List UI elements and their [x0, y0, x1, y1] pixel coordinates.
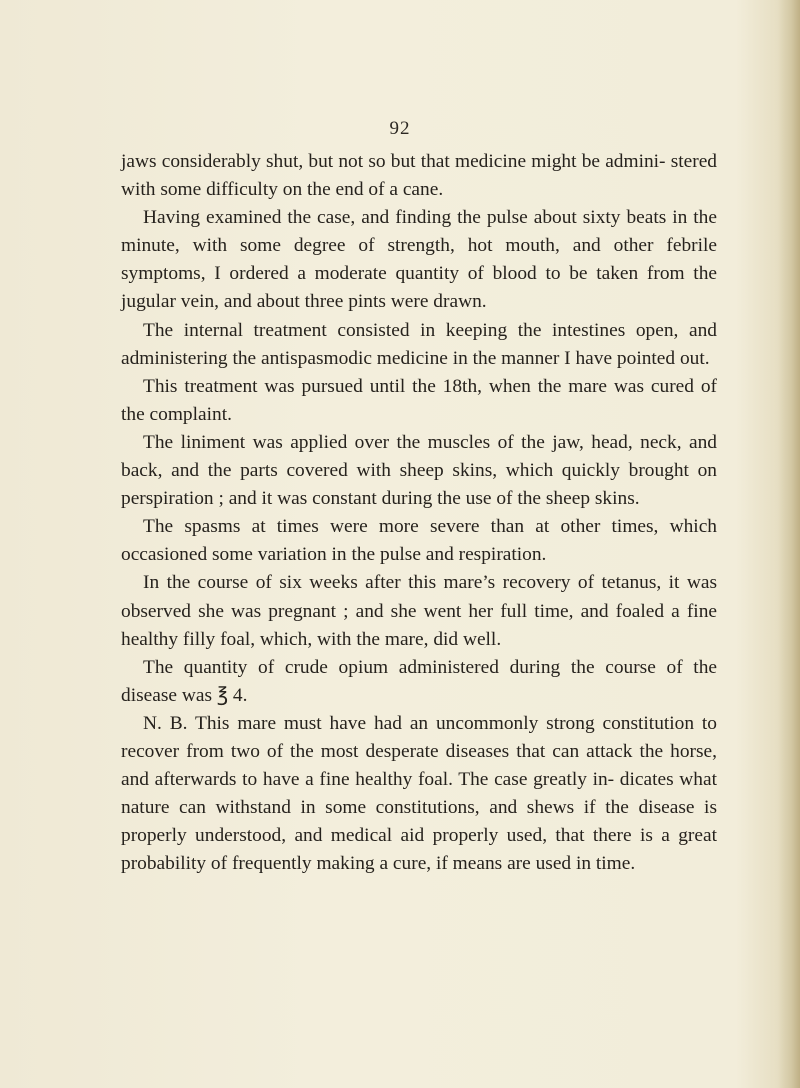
paragraph: Having examined the case, and finding the pulse about sixty beats in the minute, with some degree of strength, hot mouth, and other febrile symptoms, I ordered a moderate quantity of blood to be taken from the jugular vein, and about three pints were drawn. [121, 207, 717, 313]
page-number: 92 [389, 118, 411, 139]
body-text [121, 148, 717, 878]
paragraph: jaws considerably shut, but not so but that medicine might be admini- stered with some difficulty on the end of a cane. [121, 151, 717, 201]
paragraph: This treatment was pursued until the 18th, when the mare was cured of the complaint. [121, 375, 717, 425]
paragraph: N. B. This mare must have had an uncommonly strong constitution to recover from two of the most desperate diseases that can attack the horse, and afterwards to have a fine healthy foal. The case greatly in- dicates what nature can withstand in some constitutions, and shews if the disease is properly understood, and medical aid properly used, that there is a great probability of frequently making a cure, if means are used in time. [121, 712, 717, 875]
paragraph: The quantity of crude opium administered during the course of the disease was ℥ 4. [121, 656, 717, 706]
page-edge-shadow [778, 0, 800, 1088]
paragraph: The internal treatment consisted in keeping the intestines open, and administering the antispasmodic medicine in the manner I have pointed out. [121, 319, 717, 369]
paragraph: In the course of six weeks after this mare’s recovery of tetanus, it was observed she was pregnant ; and she went her full time, and foaled a fine healthy filly foal, which, with the mare, did well. [121, 572, 717, 650]
paragraph: The spasms at times were more severe than at other times, which occasioned some variation in the pulse and respiration. [121, 516, 717, 566]
paragraph: The liniment was applied over the muscles of the jaw, head, neck, and back, and the parts covered with sheep skins, which quickly brought on perspiration ; and it was constant during the use of the sheep skins. [121, 431, 717, 510]
